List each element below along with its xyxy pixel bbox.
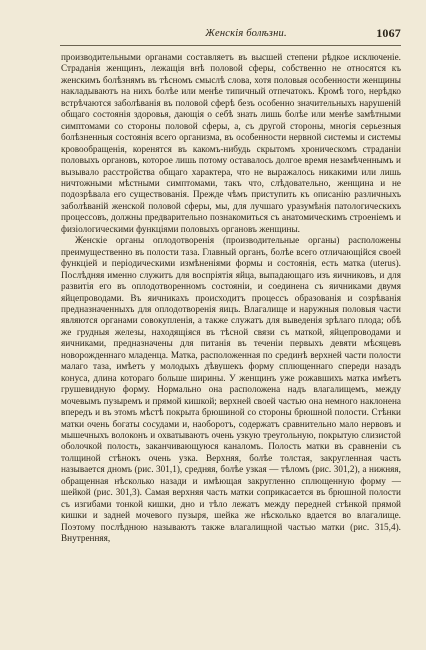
running-header: [61, 28, 401, 44]
running-title: Женскія болѣзни.: [205, 28, 287, 39]
header-rule: [60, 45, 401, 46]
paragraph: Женскіе органы оплодотворенія (производительные органы) расположены преимущественно въ полости таза. Главный органъ, болѣе всего отличающійся своей функціей и періодическими измѣненіями формы и состоянія, есть матка (uterus). Послѣдняя именно служитъ для воспріятія яйца, выпадающаго изъ яичниковъ, и для развитія его въ оплодотворенномъ состояніи, и соединена съ яичниками двумя яйцепроводами. Въ яичникахъ происходитъ процессъ образованія и созрѣванія предназначенныхъ для оплодотворенія яицъ. Влагалище и наружныя половыя части являются органами совокупленія, а также служатъ для выведенія зрѣлаго плода; обѣ же грудныя железы, находящіяся въ тѣсной связи съ маткой, яйцепроводами и яичниками, предназначены для питанія въ теченіи первыхъ девяти мѣсяцевъ новорожденнаго младенца. Матка, расположенная по срединѣ верхней части полости малаго таза, имѣетъ у молодыхъ дѣвушекъ форму сплющеннаго спереди назадъ конуса, длина котораго больше ширины. У женщинъ уже рожавшихъ матка имѣетъ грушевидную форму. Нормально она расположена надъ влагалищемъ, между мочевымъ пузыремъ и прямой кишкой; верхней своей частью она немного наклонена впередъ и въ этомъ мѣстѣ покрыта брюшиной со стороны брюшной полости. Стѣнки матки очень богаты сосудами и, наоборотъ, содержатъ сравнительно мало нервовъ и мышечныхъ волоконъ и охватываютъ очень узкую треугольную, покрытую слизистой оболочкой полость, заканчивающуюся каналомъ. Полость матки въ сравненіи съ толщиной стѣнокъ очень узка. Верхняя, болѣе толстая, закругленная часть называется дномъ (рис. 301,1), средняя, болѣе узкая — тѣломъ (рис. 301,2), а нижняя, обращенная нѣсколько назади и имѣющая закругленно сплющенную форму — шейкой (рис. 301,3). Самая верхняя часть матки соприкасается въ брюшной полости съ изгибами тонкой кишки, дно и тѣло лежатъ между передней стѣнкой прямой кишки и задней мочевого пузыря, шейка же нѣсколько вдается во влагалище. Поэтому послѣднюю называютъ также влагалищной частью матки (рис. 315,4). Внутренняя,: [61, 235, 401, 544]
body-text: [61, 52, 401, 544]
paragraph: производительными органами составляетъ въ высшей степени рѣдкое исключеніе. Страданія женщинъ, лежащія внѣ половой сферы, собственно не относятся къ женскимъ болѣзнямъ въ тѣсномъ смыслѣ слова, хотя половыя особенности женщины накладываютъ на нихъ болѣе или менѣе типичный отпечатокъ. Кромѣ того, нерѣдко встрѣчаются заболѣванія въ половой сферѣ безъ особенно значительныхъ нарушеній общаго состоянія здоровья, дающія о себѣ знать лишь болѣе или менѣе замѣтными симптомами со стороны половой сферы, а, съ другой стороны, многія серьезныя болѣзненныя состоянія всего организма, въ особенности нервной системы и системы кровообращенія, коренятся въ какомъ-нибудь скрытомъ хроническомъ страданіи половыхъ органовъ, которое лишь потому оставалось долгое время незамѣченнымъ и вызывало расстройства общаго характера, что не выражалось никакими или лишь ничтожными мѣстными симптомами, такъ что, слѣдовательно, женщина и не подозрѣвала его существованія. Прежде чѣмъ приступить къ описанію различныхъ заболѣваній женской половой сферы, мы, для лучшаго уразумѣнія патологическихъ процессовъ, должны предварительно познакомиться съ анатомическимъ строеніемъ и физіологическими функціями половыхъ органовъ женщины.: [61, 52, 401, 234]
page-number: 1067: [376, 26, 401, 40]
